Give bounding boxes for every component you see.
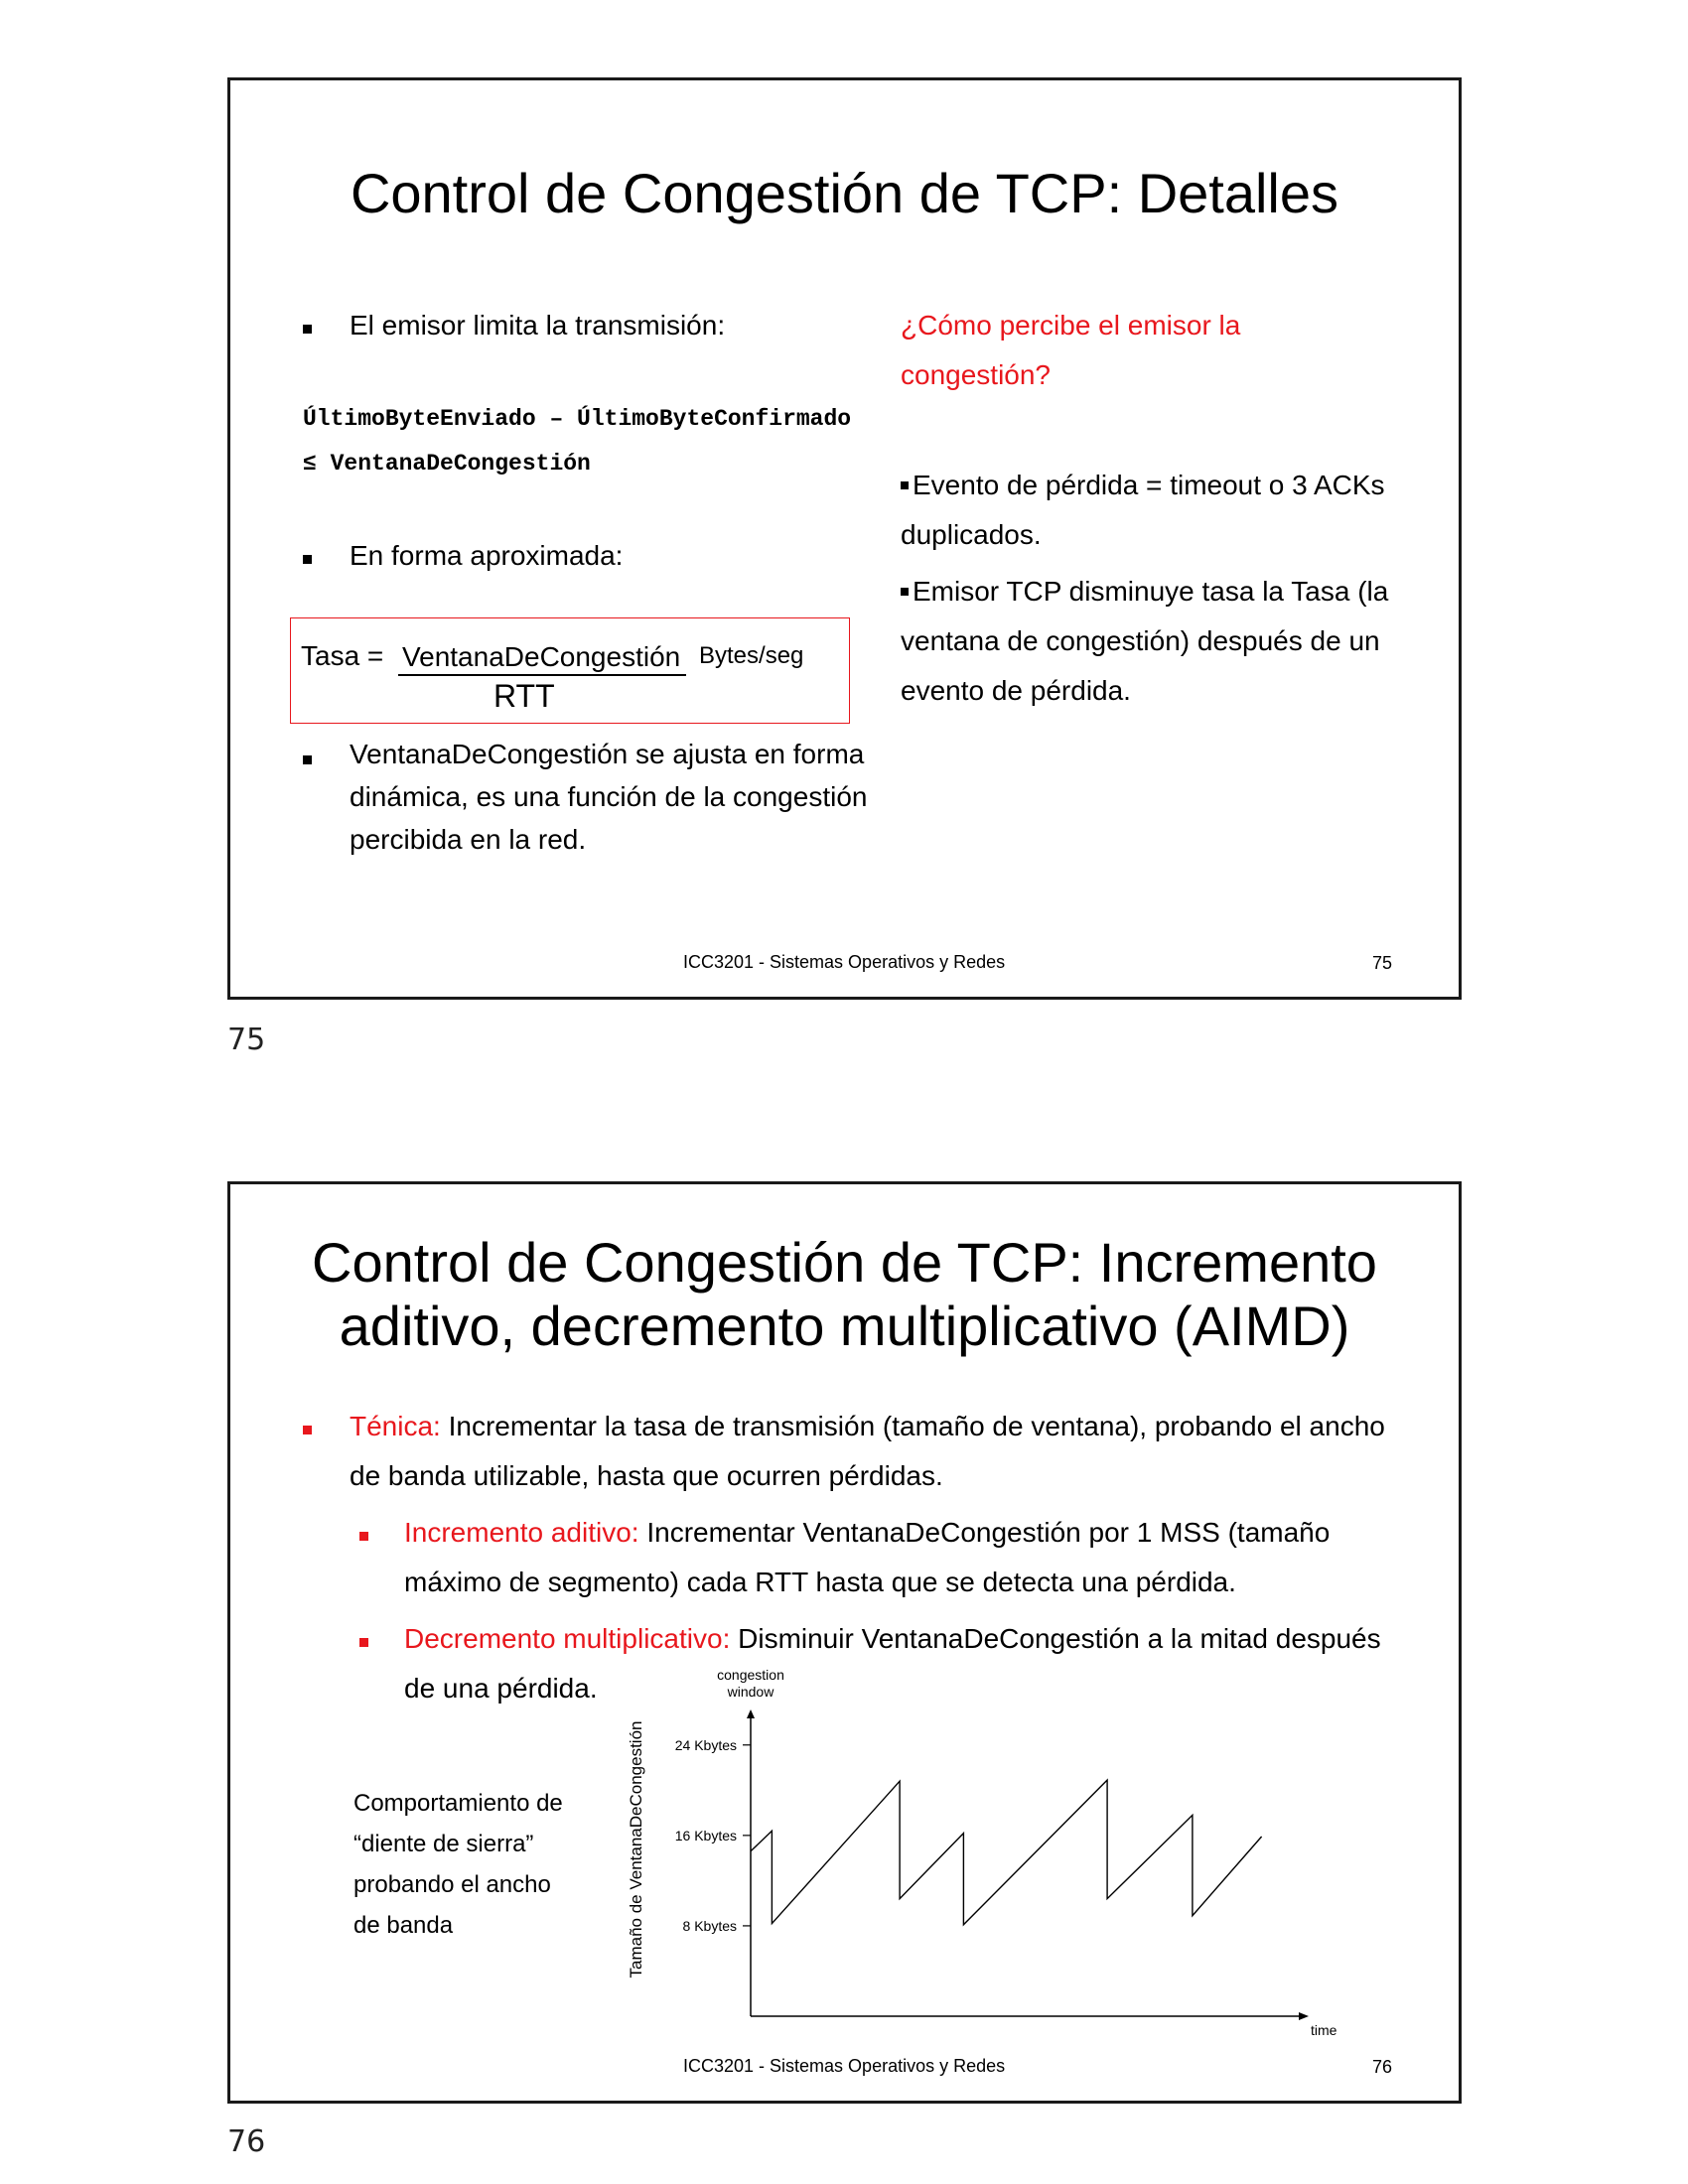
slide-footer: ICC3201 - Sistemas Operativos y Redes <box>683 952 1006 972</box>
slide-number: 75 <box>1372 953 1393 973</box>
bullet-marker <box>901 588 909 596</box>
bullet-ventana-line-1: VentanaDeCongestión se ajusta en forma <box>350 739 865 769</box>
formula-lhs: Tasa = <box>301 640 384 671</box>
y-axis-title-line: congestion <box>717 1667 784 1683</box>
additive-label: Incremento aditivo: <box>404 1517 639 1548</box>
x-axis-label: time <box>1311 2022 1337 2038</box>
bullet-forma-aproximada: En forma aproximada: <box>350 540 624 571</box>
right-item-evento <box>901 461 1385 560</box>
code-line-1: ÚltimoByteEnviado – ÚltimoByteConfirmado <box>303 406 852 432</box>
slide-title-line-1: Control de Congestión de TCP: Incremento <box>312 1231 1377 1294</box>
y-tick-label: 8 Kbytes <box>682 1917 737 1934</box>
slide-76 <box>227 1181 1462 2104</box>
bullet-marker <box>303 755 312 764</box>
right-item-emisor-line-1: Emisor TCP disminuye tasa la Tasa (la <box>913 576 1389 607</box>
formula-numerator: VentanaDeCongestión <box>398 640 686 676</box>
sawtooth-line-2: “diente de sierra” <box>353 1831 534 1857</box>
right-item-emisor <box>901 567 1388 716</box>
bullet-marker <box>303 325 312 334</box>
sawtooth-line-1: Comportamiento de <box>353 1790 563 1817</box>
question-line-2: congestión? <box>901 359 1052 390</box>
multiplicative-text-2: de una pérdida. <box>404 1673 598 1704</box>
formula-denominator: RTT <box>493 678 555 714</box>
bullet-marker <box>303 555 312 564</box>
page-number-76: 76 <box>227 2124 266 2159</box>
y-axis-arrow <box>747 1709 755 1718</box>
slide-title: Control de Congestión de TCP: Detalles <box>350 162 1339 224</box>
code-line-2: ≤ VentanaDeCongestión <box>303 451 591 477</box>
right-item-emisor-line-3: evento de pérdida. <box>901 675 1131 706</box>
page-number-75: 75 <box>227 1023 266 1057</box>
x-axis-arrow <box>1299 2012 1309 2020</box>
right-item-evento-line-2: duplicados. <box>901 519 1042 550</box>
aimd-chart <box>230 1184 1459 2101</box>
series-line <box>751 1780 1262 1925</box>
technique-text-1: Incrementar la tasa de transmisión (tamaño de ventana), probando el ancho <box>448 1411 1385 1441</box>
formula-box <box>290 617 850 724</box>
y-axis-label: Tamaño de VentanaDeCongestión <box>627 1720 645 1979</box>
y-tick-label: 24 Kbytes <box>674 1736 737 1753</box>
slide-75 <box>227 77 1462 1000</box>
bullet-ventana-line-2: dinámica, es una función de la congestión <box>350 781 868 812</box>
slide-footer: ICC3201 - Sistemas Operativos y Redes <box>683 2056 1006 2076</box>
bullet-ventana-ajusta <box>350 733 867 861</box>
question-line-1: ¿Cómo percibe el emisor la <box>901 310 1241 341</box>
y-axis-title-line: window <box>727 1684 774 1700</box>
right-item-evento-line-1: Evento de pérdida = timeout o 3 ACKs <box>913 470 1385 500</box>
multiplicative-label: Decremento multiplicativo: <box>404 1623 731 1654</box>
slide-title-line-2: aditivo, decremento multiplicativo (AIMD) <box>339 1295 1350 1357</box>
bullet-emisor-limita: El emisor limita la transmisión: <box>350 310 726 341</box>
bullet-ventana-line-3: percibida en la red. <box>350 824 587 855</box>
sawtooth-line-4: de banda <box>353 1912 454 1939</box>
formula-unit: Bytes/seg <box>699 642 804 669</box>
right-item-emisor-line-2: ventana de congestión) después de un <box>901 625 1380 656</box>
additive-text-2: máximo de segmento) cada RTT hasta que se detecta una pérdida. <box>404 1567 1236 1597</box>
bullet-marker <box>901 481 909 489</box>
y-tick-label: 16 Kbytes <box>674 1827 737 1843</box>
sawtooth-line-3: probando el ancho <box>353 1871 551 1898</box>
slide-number: 76 <box>1372 2057 1393 2077</box>
additive-text-1: Incrementar VentanaDeCongestión por 1 MSS (tamaño <box>646 1517 1331 1548</box>
technique-label: Ténica: <box>350 1411 441 1441</box>
multiplicative-text-1: Disminuir VentanaDeCongestión a la mitad después <box>738 1623 1381 1654</box>
technique-text-2: de banda utilizable, hasta que ocurren pérdidas. <box>350 1460 943 1491</box>
question-text <box>901 301 1240 400</box>
